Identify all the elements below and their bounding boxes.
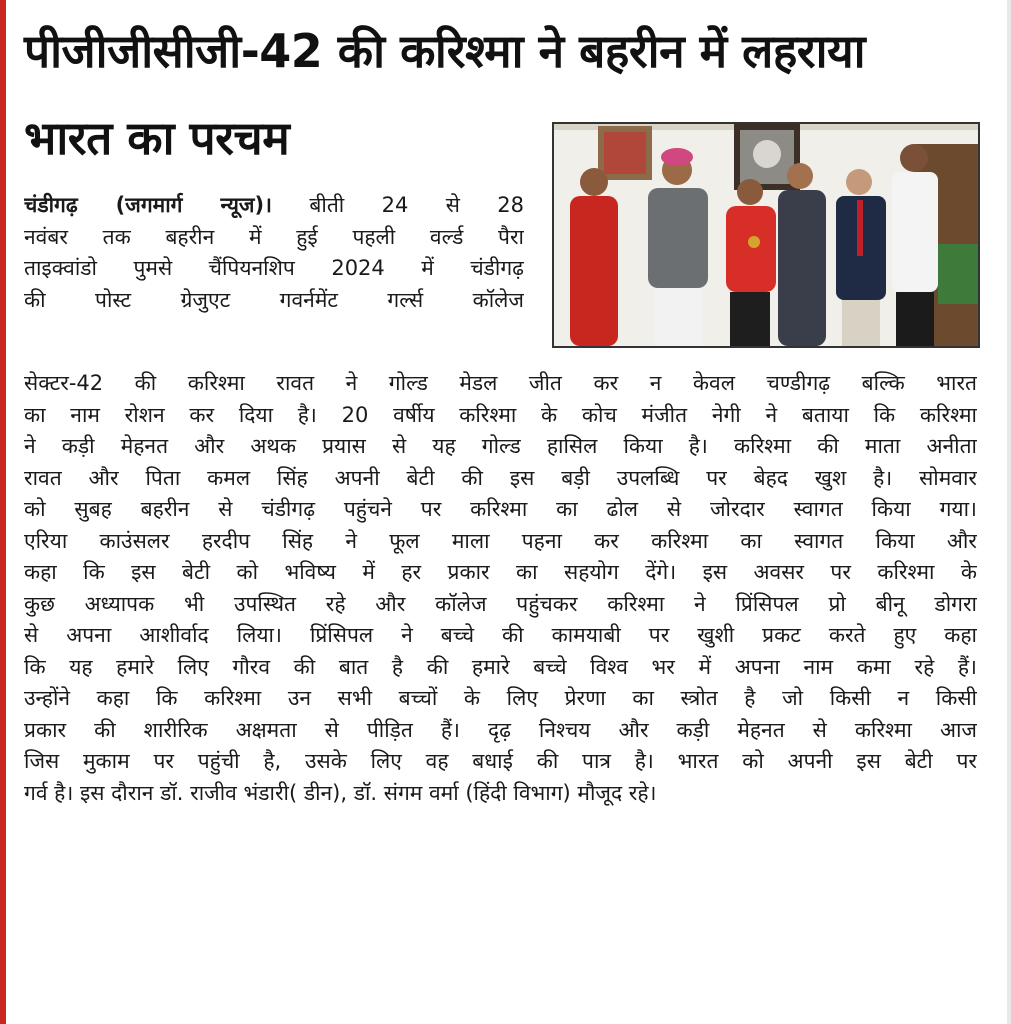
article-line: की पोस्ट ग्रेजुएट गवर्नमेंट गर्ल्स कॉलेज: [24, 287, 524, 312]
article-line: नवंबर तक बहरीन में हुई पहली वर्ल्ड पैरा: [24, 224, 524, 249]
group-photo: [552, 122, 980, 348]
headline-line-2: भारत का परचम: [24, 111, 290, 165]
article-text: बीती 24 से 28: [272, 193, 524, 217]
article-line: ने कड़ी मेहनत और अथक प्रयास से यह गोल्ड हासिल किया है। करिश्मा की माता अनीता: [24, 434, 977, 458]
article-line: गर्व है। इस दौरान डॉ. राजीव भंडारी( डीन), डॉ. संगम वर्मा (हिंदी विभाग) मौजूद रहे।: [24, 780, 657, 805]
article-line: उन्होंने कहा कि करिश्मा उन सभी बच्चों के लिए प्रेरणा का स्त्रोत है जो किसी न किसी: [24, 686, 977, 710]
article-line: कहा कि इस बेटी को भविष्य में हर प्रकार का सहयोग देंगे। इस अवसर पर करिश्मा के: [24, 560, 977, 584]
article-line: का नाम रोशन कर दिया है। 20 वर्षीय करिश्मा के कोच मंजीत नेगी ने बताया कि करिश्मा: [24, 402, 977, 427]
article-line: जिस मुकाम पर पहुंची है, उसके लिए वह बधाई की पात्र है। भारत को अपनी इस बेटी पर: [24, 749, 977, 773]
headline-line-1: पीजीजीसीजी-42 की करिश्मा ने बहरीन में लहराया: [24, 24, 866, 78]
article-line: [24, 190, 524, 222]
article-line: ताइक्वांडो पुमसे चैंपियनशिप 2024 में चंडीगढ़: [24, 256, 524, 280]
left-border-rule: [0, 0, 6, 1024]
article-line: से अपना आशीर्वाद लिया। प्रिंसिपल ने बच्चे की कामयाबी पर खुशी प्रकट करते हुए कहा: [24, 623, 977, 647]
group-photo-icon: [554, 124, 978, 346]
article-line: रावत और पिता कमल सिंह अपनी बेटी की इस बड़ी उपलब्धि पर बेहद खुश है। सोमवार: [24, 465, 977, 490]
article-line: कुछ अध्यापक भी उपस्थित रहे और कॉलेज पहुंचकर करिश्मा ने प्रिंसिपल प्रो बीनू डोगरा: [24, 591, 977, 616]
article-top-column: [24, 190, 524, 316]
article-line: एरिया काउंसलर हरदीप सिंह ने फूल माला पहना कर करिश्मा का स्वागत किया और: [24, 528, 977, 553]
article-line: को सुबह बहरीन से चंडीगढ़ पहुंचने पर करिश्मा का ढोल से जोरदार स्वागत किया गया।: [24, 497, 977, 521]
right-border-rule: [1007, 0, 1011, 1024]
article-line: सेक्टर-42 की करिश्मा रावत ने गोल्ड मेडल जीत कर न केवल चण्डीगढ़ बल्कि भारत: [24, 371, 977, 395]
article-line: प्रकार की शारीरिक अक्षमता से पीड़ित हैं। दृढ़ निश्चय और कड़ी मेहनत से करिश्मा आज: [24, 717, 977, 742]
dateline: चंडीगढ़ (जगमार्ग न्यूज)।: [24, 193, 273, 217]
article-line: कि यह हमारे लिए गौरव की बात है की हमारे बच्चे विश्व भर में अपना नाम कमा रहे हैं।: [24, 654, 977, 679]
article-body: [24, 368, 977, 809]
